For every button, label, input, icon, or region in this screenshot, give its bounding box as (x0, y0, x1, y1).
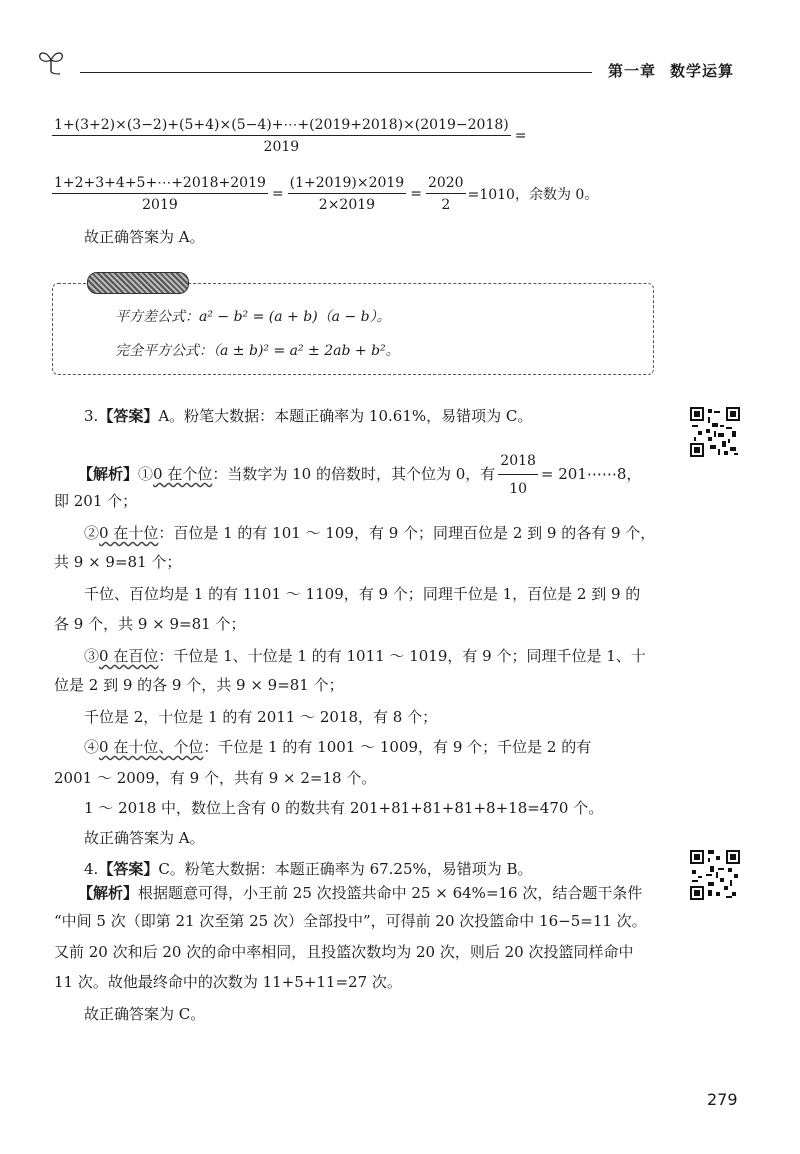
page-header (30, 44, 770, 80)
answer-line-prev: 故正确答案为 A。 (84, 228, 205, 246)
case-marker: ④ (84, 738, 100, 756)
header-rule (80, 72, 592, 73)
chapter-heading (594, 60, 734, 81)
case-marker: ① (138, 465, 154, 483)
perfect-square-formula: 完全平方公式：（a ± b)² = a² ± 2ab + b²。 (115, 343, 400, 359)
q4-answer-header (84, 858, 533, 880)
q3-case-4 (84, 736, 591, 758)
fraction-denominator: 2019 (263, 139, 300, 155)
q3-case-2 (84, 522, 655, 544)
q3-analysis-tag: 【解析】 (78, 465, 139, 483)
fraction-series (52, 175, 268, 213)
equation-result: =1010，余数为 0。 (467, 187, 599, 203)
q4-analysis-line-4: 11 次。故他最终命中的次数为 11+5+11=27 次。 (54, 973, 402, 991)
q3-case-2-line-4: 各 9 个，共 9 × 9=81 个； (54, 615, 246, 633)
q4-final-answer: 故正确答案为 C。 (84, 1005, 206, 1023)
q3-case-3-line-2: 位是 2 到 9 的各 9 个，共 9 × 9=81 个； (54, 676, 344, 694)
equals-sign: = (410, 186, 422, 202)
equation-line-2 (52, 175, 602, 213)
q4-analysis-line-1 (78, 882, 642, 904)
fraction-numerator: 2018 (498, 450, 538, 475)
chapter-title: 数学运算 (669, 62, 734, 80)
fraction-gauss (288, 175, 407, 213)
equation-line-1 (52, 117, 530, 155)
q3-answer-tag: 【答案】 (98, 407, 159, 425)
case-keyword: 0 在个位 (153, 465, 213, 483)
chapter-number: 第一章 (607, 62, 656, 80)
fraction-denominator: 2×2019 (318, 197, 376, 213)
fraction-denominator: 2019 (142, 197, 178, 213)
q3-number: 3. (84, 407, 99, 425)
q3-case-4-line-2: 2001 ～ 2009，有 9 个，共有 9 × 2=18 个。 (54, 769, 377, 787)
q3-answer-text: A。粉笔大数据：本题正确率为 10.61%，易错项为 C。 (158, 407, 533, 425)
fraction-numerator: 1+(3+2)×(3−2)+(5+4)×(5−4)+⋯+(2019+2018)×(2019−2018) (52, 117, 511, 136)
q3-summary: 1 ～ 2018 中，数位上含有 0 的数共有 201+81+81+81+8+18=470 个。 (84, 799, 604, 817)
case-keyword: 0 在十位 (99, 524, 159, 542)
case-keyword: 0 在十位、个位 (99, 738, 204, 756)
fraction-numerator: (1+2019)×2019 (288, 175, 407, 194)
fraction-simplified (426, 175, 466, 213)
page-number: 279 (707, 1090, 738, 1109)
case-text: ：千位是 1 的有 1001 ～ 1009，有 9 个；千位是 2 的有 (203, 738, 592, 756)
q4-analysis-line-2: “中间 5 次（即第 21 次至第 25 次）全部投中”，可得前 20 次投篮命中 16−5=11 次。 (54, 912, 647, 930)
case-text: ：千位是 1、十位是 1 的有 1011 ～ 1019，有 9 个；同理千位是 1、十 (158, 647, 646, 665)
q4-answer-tag: 【答案】 (98, 860, 159, 878)
equals-sign: = (514, 128, 527, 144)
q3-answer-header (84, 405, 532, 427)
fraction-numerator: 2020 (426, 175, 466, 194)
analysis-text: 根据题意可得，小王前 25 次投篮共命中 25 × 64%=16 次，结合题干条件 (138, 884, 643, 902)
equals-sign: = (271, 186, 284, 202)
formula-tip-box (52, 283, 654, 375)
case-keyword: 0 在百位 (99, 647, 159, 665)
q3-case-3 (84, 645, 646, 667)
difference-of-squares-formula: 平方差公式：a² − b² = (a + b)（a − b）。 (115, 309, 391, 325)
quotient-fraction (498, 450, 538, 500)
q4-analysis-tag: 【解析】 (78, 884, 139, 902)
q3-final-answer: 故正确答案为 A。 (84, 829, 205, 847)
q3-case-1 (78, 450, 641, 500)
case-marker: ② (84, 524, 100, 542)
fraction-denominator: 2 (441, 197, 451, 213)
q3-case-2-line-2: 共 9 × 9=81 个； (54, 553, 182, 571)
fraction-sum (52, 117, 511, 155)
q3-case-2-line-3: 千位、百位均是 1 的有 1101 ～ 1109，有 9 个；同理千位是 1，百位是 2 到 9 的 (84, 585, 641, 603)
case-text: ：百位是 1 的有 101 ～ 109，有 9 个；同理百位是 2 到 9 的各有 9 个， (158, 524, 656, 542)
case-marker: ③ (84, 647, 100, 665)
fraction-denominator: 10 (509, 481, 528, 497)
case-text: ：当数字为 10 的倍数时，其个位为 0，有 (212, 465, 496, 483)
q3-case-1-line-2: 即 201 个； (54, 492, 138, 510)
case-tail: = 201⋯⋯8， (540, 465, 642, 483)
q4-analysis-line-3: 又前 20 次和后 20 次的命中率相同，且投篮次数均为 20 次，则后 20 次投篮同样命中 (54, 943, 634, 961)
qr-code-icon[interactable] (690, 407, 740, 457)
sprout-logo-icon (36, 46, 66, 76)
qr-code-icon[interactable] (690, 850, 740, 900)
tip-label-graphic (87, 272, 189, 294)
q4-answer-text: C。粉笔大数据：本题正确率为 67.25%，易错项为 B。 (158, 860, 533, 878)
q4-number: 4. (84, 860, 99, 878)
fraction-numerator: 1+2+3+4+5+⋯+2018+2019 (52, 175, 268, 194)
q3-case-3-line-3: 千位是 2，十位是 1 的有 2011 ～ 2018，有 8 个； (84, 708, 438, 726)
